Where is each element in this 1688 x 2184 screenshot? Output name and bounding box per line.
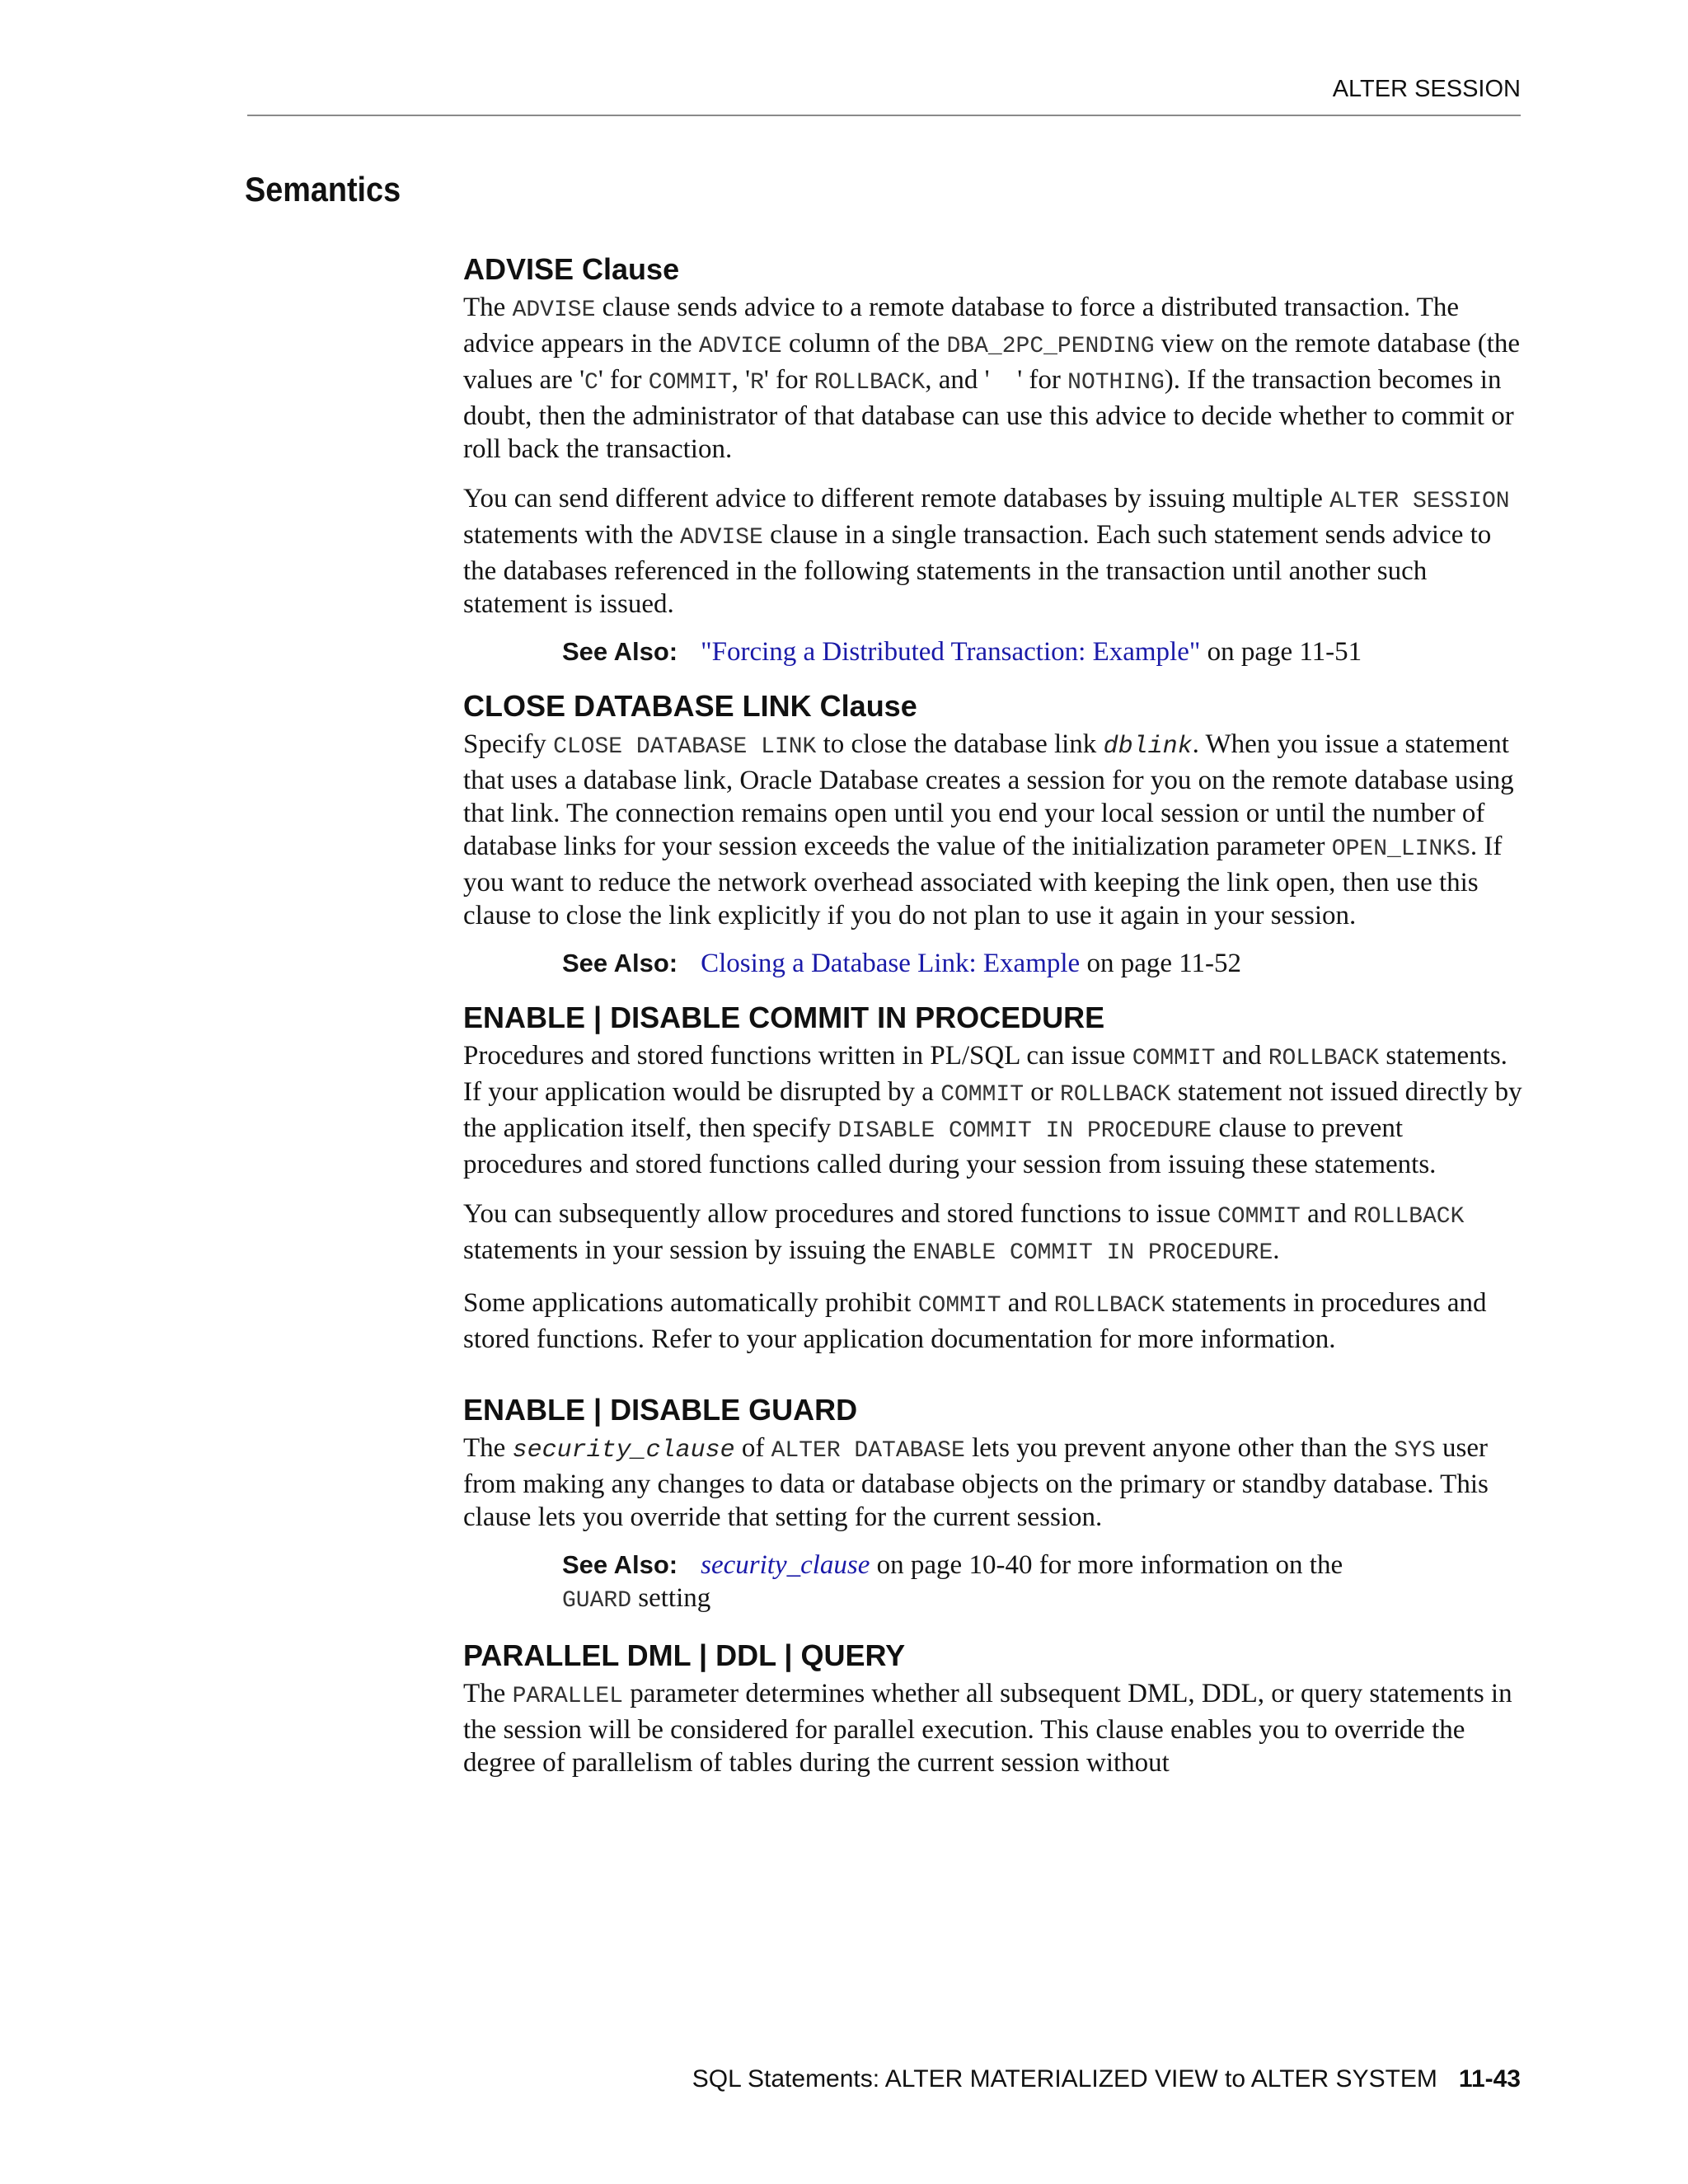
advise-see-also: See Also: "Forcing a Distributed Transaction: Example" on page 11-51 <box>562 637 1362 667</box>
advise-paragraph-2: You can send different advice to different remote databases by issuing multiple ALTER SESSION statements with the ADVISE clause in a single transaction. Each such statement sends advice to the databases referenced in the following statements in the transaction until another such statement is issued. <box>463 484 1510 619</box>
running-header: ALTER SESSION <box>1332 76 1521 102</box>
guard-see-also: See Also: security_clause on page 10-40 for more information on the GUARD setting <box>562 1550 1343 1614</box>
parallel-paragraph: The PARALLEL parameter determines whether all subsequent DML, DDL, or query statements in the session will be considered for parallel execution. This clause enables you to override the degree of parallelism of tables during the current session without <box>463 1679 1512 1778</box>
advise-clause-heading: ADVISE Clause <box>463 252 680 286</box>
see-also-label: See Also: <box>562 637 678 666</box>
page-number: 11-43 <box>1458 2065 1521 2093</box>
header-rule <box>247 115 1521 116</box>
page-footer <box>692 2065 1521 2093</box>
body-column <box>463 251 1526 1779</box>
parallel-heading: PARALLEL DML | DDL | QUERY <box>463 1638 906 1672</box>
close-link-see-also: See Also: Closing a Database Link: Example on page 11-52 <box>562 949 1241 978</box>
commit-in-procedure-paragraph-2: You can subsequently allow procedures and stored functions to issue COMMIT and ROLLBACK statements in your session by issuing the ENABLE COMMIT IN PROCEDURE. <box>463 1199 1465 1266</box>
forcing-distributed-transaction-link[interactable]: "Forcing a Distributed Transaction: Example" <box>701 637 1201 667</box>
commit-in-procedure-paragraph-1: Procedures and stored functions written in PL/SQL can issue COMMIT and ROLLBACK statements. If your application would be disrupted by a COMMIT or ROLLBACK statement not issued directly by the application itself, then specify DISABLE COMMIT IN PROCEDURE clause to prevent procedures and stored functions called during your session from issuing these statements. <box>463 1041 1522 1179</box>
guard-heading: ENABLE | DISABLE GUARD <box>463 1393 858 1427</box>
commit-in-procedure-heading: ENABLE | DISABLE COMMIT IN PROCEDURE <box>463 1001 1105 1034</box>
close-database-link-paragraph: Specify CLOSE DATABASE LINK to close the database link dblink. When you issue a statement that uses a database link, Oracle Database creates a session for you on the remote database using that link. The connection remains open until you end your local session or until the number of database links for your session exceeds the value of the initialization parameter OPEN_LINKS. If you want to reduce the network overhead associated with keeping the link open, then use this clause to close the link explicitly if you do not plan to use it again in your session. <box>463 729 1514 930</box>
see-also-label: See Also: <box>562 1550 678 1579</box>
closing-database-link-example-link[interactable]: Closing a Database Link: Example <box>701 949 1081 978</box>
see-also-label: See Also: <box>562 949 678 977</box>
security-clause-link[interactable]: security_clause <box>701 1550 870 1580</box>
section-title: Semantics <box>245 170 401 209</box>
close-database-link-heading: CLOSE DATABASE LINK Clause <box>463 689 917 723</box>
footer-title: SQL Statements: ALTER MATERIALIZED VIEW to ALTER SYSTEM <box>692 2065 1437 2093</box>
guard-paragraph: The security_clause of ALTER DATABASE lets you prevent anyone other than the SYS user from making any changes to data or database objects on the primary or standby database. This clause lets you override that setting for the current session. <box>463 1433 1489 1532</box>
advise-paragraph-1: The ADVISE clause sends advice to a remote database to force a distributed transaction. The advice appears in the ADVICE column of the DBA_2PC_PENDING view on the remote database (the values are 'C' for COMMIT, 'R' for ROLLBACK, and ' ' for NOTHING). If the transaction becomes in doubt, then the administrator of that database can use this advice to decide whether to commit or roll back the transaction. <box>463 293 1521 464</box>
commit-in-procedure-paragraph-3: Some applications automatically prohibit COMMIT and ROLLBACK statements in procedures and stored functions. Refer to your application documentation for more information. <box>463 1288 1487 1354</box>
